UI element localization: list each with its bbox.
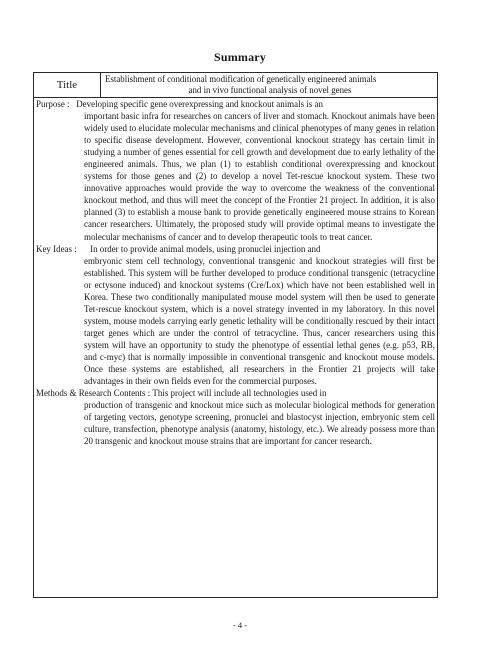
page-title: Summary — [213, 50, 267, 64]
project-title — [105, 74, 435, 96]
purpose-label: Purpose : — [36, 99, 70, 109]
methods-first-line — [36, 387, 435, 399]
purpose-text: important basic infra for researches on cancers of liver and stomach. Knockout animals have been widely used to elucidate molecular mechanisms and clinical phenotypes of many genes in relation to specific disease development. However, conventional knockout strategy has certain limit in studying a number of genes essential for cell growth and development due to early lethality of the engineered animals. Thus, we plan (1) to establish conditional overexpressing and knockout systems for those genes and (2) to develop a novel Tet-rescue knockout system. These two innovative approaches would provide the way to overcome the weakness of the conventional knockout method, and thus will meet the concept of the Frontier 21 project. In addition, it is also planned (3) to establish a mouse bank to provide genetically engineered mouse strains to Korean cancer researchers. Ultimately, the proposed study will provide optimal means to investigate the molecular mechanisms of cancer and to develop therapeutic tools to treat cancer. — [84, 111, 435, 242]
purpose-first-line — [36, 98, 435, 110]
key-ideas-lead: In order to provide animal models, using pronuclei injection and — [90, 243, 321, 254]
purpose-lead: Developing specific gene overexpressing and knockout animals is an — [76, 99, 323, 109]
methods-label: Methods & Research Contents : — [36, 388, 151, 399]
project-title-line1: Establishment of conditional modification of genetically engineered animals — [105, 74, 377, 84]
summary-table — [33, 72, 438, 598]
key-ideas-text: embryonic stem cell technology, conventional transgenic and knockout strategies will first be established. This system will be further developed to produce conditional transgenic (tetracycline or ectysone induced) and knockout systems (Cre/Lox) which have not been established well in Korea. These two conditionally manipulated mouse model system will then be used to generate Tet-rescue knockout system, which is a novel strategy invented in my laboratory. In this novel system, mouse models carrying early genetic lethality will be conditionally rescued by their intact target genes which are under the control of tetracycline. Thus, cancer researchers using this system will have an opportunity to study the phenotype of essential lethal genes (e.g. p53, RB, and c-myc) that is normally impossible in conventional transgenic and knockout mouse models. Once these systems are established, all researchers in the Frontier 21 projects will take advantages in their own fields even for the commercial purposes. — [84, 255, 435, 387]
title-row — [34, 73, 437, 98]
methods-lead: This project will include all technologies used in — [152, 388, 327, 399]
project-title-line2: and in vivo functional analysis of novel genes — [188, 85, 352, 95]
page-number: - 4 - — [232, 620, 248, 630]
key-ideas-first-line — [36, 243, 435, 255]
title-label: Title — [34, 73, 101, 97]
methods-text: production of transgenic and knockout mice such as molecular biological methods for generation of targeting vectors, genotype screening, pronuclei and blastocyst injection, embryonic stem cell culture, transfection, phenotype analysis (anatomy, histology, etc.). We already possess more than 20 transgenic and knockout mouse strains that are important for cancer research. — [84, 400, 435, 447]
purpose-section — [36, 98, 435, 243]
methods-section — [36, 387, 435, 447]
key-ideas-section — [36, 243, 435, 388]
summary-body — [36, 98, 435, 447]
key-ideas-label: Key Ideas : — [36, 243, 77, 254]
